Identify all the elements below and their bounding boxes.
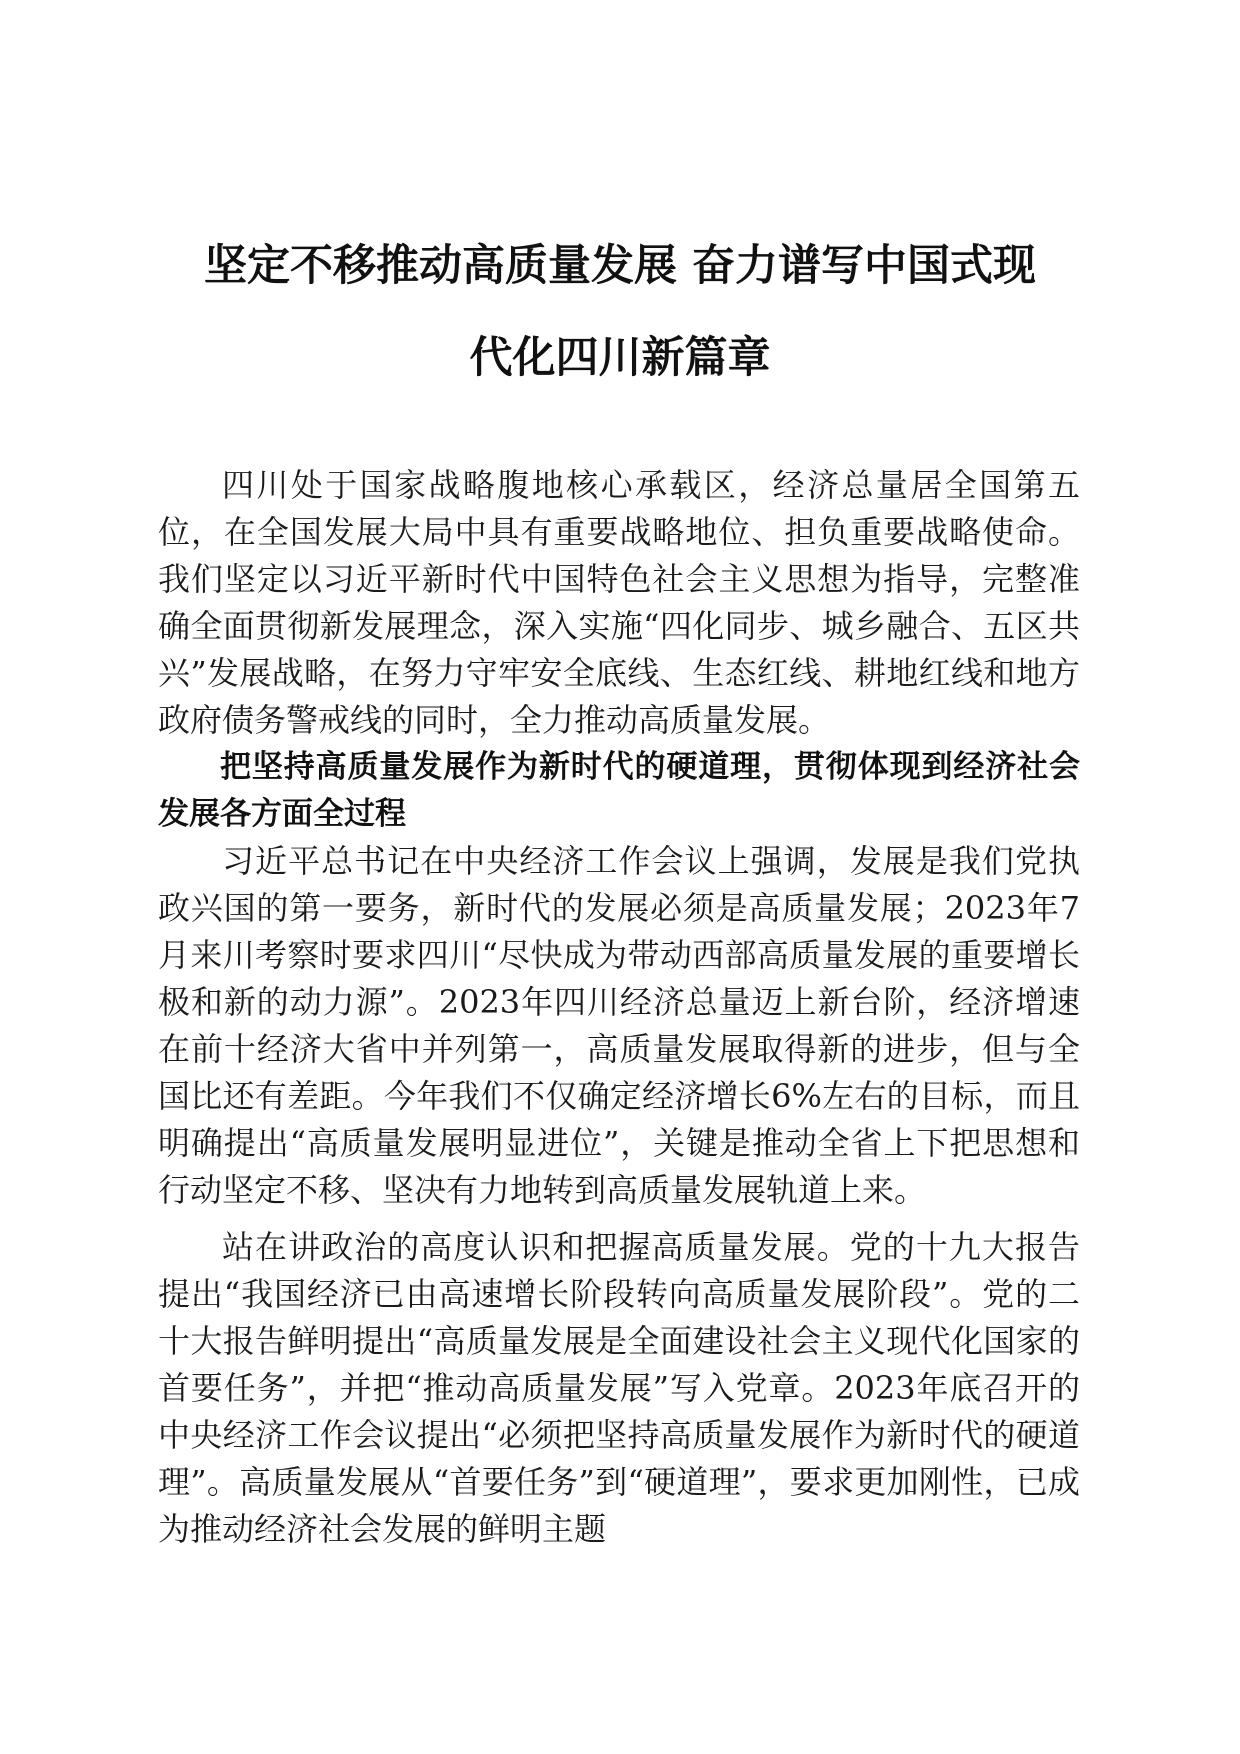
paragraph-body-1: 习近平总书记在中央经济工作会议上强调，发展是我们党执政兴国的第一要务，新时代的发展必须是高质量发展；2023年7月来川考察时要求四川“尽快成为带动西部高质量发展的重要增长极和新的动力源”。2023年四川经济总量迈上新台阶，经济增速在前十经济大省中并列第一，高质量发展取得新的进步，但与全国比还有差距。今年我们不仅确定经济增长6%左右的目标，而且明确提出“高质量发展明显进位”，关键是推动全省上下把思想和行动坚定不移、坚决有力地转到高质量发展轨道上来。	[158, 842, 1080, 1209]
document-title	[150, 220, 1090, 404]
paragraph-intro: 四川处于国家战略腹地核心承载区，经济总量居全国第五位，在全国发展大局中具有重要战略地位、担负重要战略使命。我们坚定以习近平新时代中国特色社会主义思想为指导，完整准确全面贯彻新发展理念，深入实施“四化同步、城乡融合、五区共兴”发展战略，在努力守牢安全底线、生态红线、耕地红线和地方政府债务警戒线的同时，全力推动高质量发展。	[158, 466, 1080, 739]
section-heading: 把坚持高质量发展作为新时代的硬道理，贯彻体现到经济社会发展各方面全过程	[158, 749, 1080, 832]
title-line-2: 代化四川新篇章	[469, 333, 771, 383]
document-body	[158, 462, 1080, 1553]
paragraph-body-2: 站在讲政治的高度认识和把握高质量发展。党的十九大报告提出“我国经济已由高速增长阶段转向高质量发展阶段”。党的二十大报告鲜明提出“高质量发展是全面建设社会主义现代化国家的首要任务”，并把“推动高质量发展”写入党章。2023年底召开的中央经济工作会议提出“必须把坚持高质量发展作为新时代的硬道理”。高质量发展从“首要任务”到“硬道理”，要求更加刚性，已成为推动经济社会发展的鲜明主题	[158, 1228, 1080, 1548]
title-line-1: 坚定不移推动高质量发展 奋力谱写中国式现	[204, 241, 1036, 291]
